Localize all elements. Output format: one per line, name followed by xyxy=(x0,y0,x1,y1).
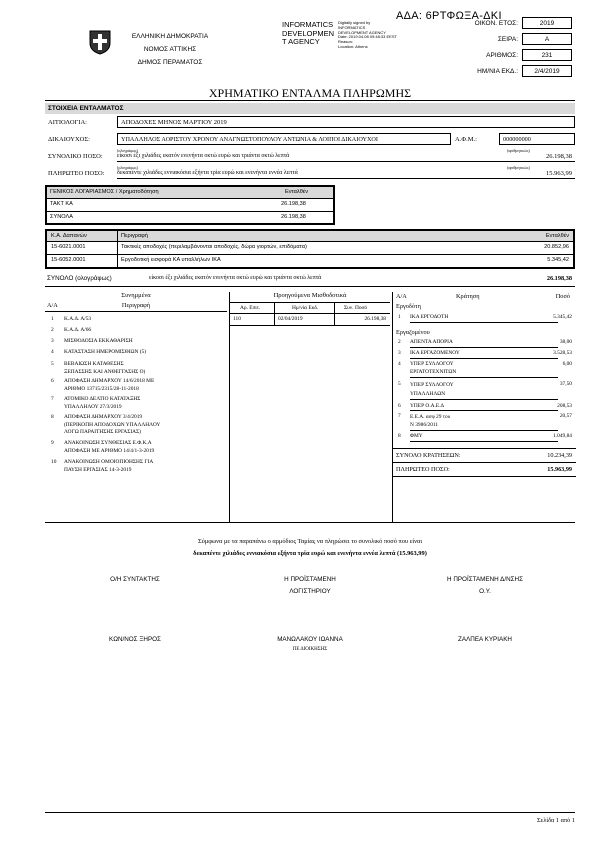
expense-desc: Τακτικές αποδοχές (περιλαμβάνονται αποδοχές, δώρα γιορτών, επιδόματα) xyxy=(121,244,307,250)
payable-summary-value: 15.963,99 xyxy=(547,466,572,473)
total-digits-hint: (αριθμητικώς) xyxy=(507,148,530,153)
ledger-table xyxy=(45,185,335,225)
deduction-line: ΥΠΕΡ Ο.Α.Ε.Δ xyxy=(410,403,445,409)
deduction-text xyxy=(410,381,454,398)
ledger-col-account: ΓΕΝΙΚΟΣ ΛΟΓΑΡΙΑΣΜΟΣ / Χρηματοδότηση xyxy=(50,189,159,195)
prior-col-divider xyxy=(334,302,335,325)
attachment-line: ΑΠΟΦΑΣΗ ΜΕ ΑΡΙΘΜΟ 14/4/1-3-2019 xyxy=(64,447,155,454)
page-footer-rule xyxy=(45,812,575,813)
field-value-series: Α xyxy=(522,33,572,45)
expense-desc: Εργοδοτική εισφορά ΚΑ υπαλλήλων ΙΚΑ xyxy=(121,257,221,263)
deductions-summary-rule xyxy=(393,476,576,477)
org-block xyxy=(100,30,240,69)
attachment-text xyxy=(64,338,133,344)
deductions-summary-rule xyxy=(393,448,576,449)
deduction-line: ΦΜΥ xyxy=(410,433,423,439)
total-deductions-label: ΣΥΝΟΛΟ ΚΡΑΤΗΣΕΩΝ: xyxy=(396,452,461,459)
deductions-col-amount: Ποσό xyxy=(555,293,570,300)
ledger-row-name: ΣΥΝΟΛΑ xyxy=(50,214,73,220)
signature-name: ΚΩΝ/ΝΟΣ ΞΗΡΟΣ xyxy=(109,636,161,643)
prior-payments-title: Προηγούμενα Μισθοδοτικά xyxy=(273,292,347,299)
list-item xyxy=(394,412,576,430)
list-item xyxy=(45,347,227,359)
org-line-municipality: ΔΗΜΟΣ ΠΕΡΑΜΑΤΟΣ xyxy=(137,59,203,66)
attachment-line: ΑΤΟΜΙΚΟ ΔΕΛΤΙΟ ΚΑΤΑΤΑΞΗΣ xyxy=(64,396,141,402)
field-label-year: ΟΙΚΟΝ. ΕΤΟΣ: xyxy=(474,20,518,27)
prior-col-amount: Συν. Ποσό xyxy=(344,305,368,311)
expense-value: 5.345,42 xyxy=(547,257,569,263)
attachment-text xyxy=(64,349,146,355)
logo-line-2: DEVELOPMEN xyxy=(282,28,335,38)
authorization-text xyxy=(45,536,575,560)
attachment-line: ΠΑΥΣΗ ΕΡΓΑΣΙΑΣ 14-3-2019 xyxy=(64,466,132,473)
prior-payments-rule xyxy=(230,325,390,326)
deduction-line: ΥΠΕΡ ΣΥΛΛΟΓΟΥ xyxy=(410,361,454,367)
attachments-list xyxy=(45,314,227,475)
page-number: Σελίδα 1 από 1 xyxy=(537,817,575,824)
deduction-number: 5 xyxy=(398,381,401,387)
sig-detail-line: Location: Athens xyxy=(338,43,368,49)
attachment-line: ΑΝΑΚΟΙΝΩΣΗ ΣΥΝΘΕΣΙΑΣ Ε.Φ.Κ.Α xyxy=(64,440,152,446)
prior-date: 02/04/2019 xyxy=(278,316,303,322)
attachment-line: ΛΟΓΩ ΠΑΡΑΙΤΗΣΗΣ ΕΡΓΑΣΙΑΣ) xyxy=(64,429,141,435)
attachment-line: Κ.Α.Δ. Α/53 xyxy=(64,316,92,322)
total-words: είκοσι έξι χιλιάδες εκατόν ενενήντα οκτώ ευρώ και τριάντα οκτώ λεπτά xyxy=(117,153,290,159)
signature-role: Ο.Υ. xyxy=(479,588,491,595)
attachments-title: Συνημμένα xyxy=(121,292,151,299)
attachment-number: 5 xyxy=(51,361,54,367)
attachment-line: ΒΕΒΑΙΩΣΗ ΚΑΤΑΘΕΣΗΣ xyxy=(64,361,124,367)
deduction-rule xyxy=(410,347,558,348)
list-item xyxy=(45,314,227,325)
deduction-line: ΑΠΕΝΤΑ ΑΠΟΡΙΑ xyxy=(410,339,453,345)
list-item xyxy=(45,376,227,394)
deduction-line: Ε.Ε.Α. ασφ 29 του xyxy=(410,414,451,420)
list-item xyxy=(45,438,227,457)
attachment-text xyxy=(64,378,154,393)
deduction-number: 7 xyxy=(398,413,401,419)
prior-amount: 26.198,38 xyxy=(364,316,386,322)
payable-digits: 15.963,99 xyxy=(546,170,572,177)
expenses-table xyxy=(45,229,575,269)
sig-detail-line: DEVELOPMENT AGENCY xyxy=(338,29,386,35)
logo-line-3: T AGENCY xyxy=(282,37,320,46)
list-item xyxy=(45,412,227,438)
reason-value: ΑΠΟΔΟΧΕΣ ΜΗΝΟΣ ΜΑΡΤΙΟΥ 2019 xyxy=(117,116,575,128)
deduction-number: 6 xyxy=(398,403,401,409)
sig-detail-line: Digitally signed by xyxy=(338,20,371,25)
attachment-line: ΑΡΙΘΜΟ 13715/2315/28-11-2018 xyxy=(64,385,139,392)
sig-detail-line: INFORMATICS xyxy=(338,24,366,30)
payable-summary-label: ΠΛΗΡΩΤΕΟ ΠΟΣΟ: xyxy=(396,466,450,473)
deduction-rule xyxy=(410,441,558,442)
attachment-text xyxy=(64,459,153,474)
signature-col xyxy=(415,574,555,598)
prior-payments-rule xyxy=(230,302,390,303)
prior-col-divider xyxy=(274,302,275,325)
deduction-line: ΕΡΓΑΤΟΤΕΧΝΙΤΩΝ xyxy=(410,368,457,375)
deduction-amount: 5.345,42 xyxy=(553,314,572,320)
logo-line-1: INFORMATICS xyxy=(282,20,334,29)
attachment-line: ΑΝΑΚΟΙΝΩΣΗ ΟΜΟΙΟΠΙΟΗΣΗΣ ΓΙΑ xyxy=(64,459,154,465)
deduction-amount: 1.049,84 xyxy=(553,433,572,439)
deductions-summary-rule xyxy=(393,462,576,463)
deduction-line: Ν 3986/2011 xyxy=(410,422,439,428)
signature-extra: ΠΕ ΔΙΟΙΚΗΣΗΣ xyxy=(292,647,328,652)
payable-summary-row xyxy=(394,464,576,476)
beneficiary-value: ΥΠΑΛΛΗΛΟΣ ΑΟΡΙΣΤΟΥ ΧΡΟΝΟΥ ΑΝΑΓΝΩΣΤΟΠΟΥΛΟΥ ΑΝΤΩΝΙΑ & ΛΟΙΠΟΙ ΔΙΚΑΙΟΥΧΟΙ xyxy=(117,133,451,145)
signature-role: Η ΠΡΟΪΣΤΑΜΕΝΗ xyxy=(284,576,336,583)
ada-code: ΑΔΑ: 6ΡΤΦΩΞΑ-ΔΚΙ xyxy=(396,10,502,22)
deductions-col-aa: Α/Α xyxy=(396,293,407,300)
deduction-text xyxy=(410,361,456,376)
field-label-issue-date: ΗΜ/ΝΙΑ ΕΚΔ.: xyxy=(477,68,518,75)
attachment-text xyxy=(64,440,154,455)
ledger-col-amount: Ενταλθέν xyxy=(285,189,309,195)
deductions-col-desc: Κράτηση xyxy=(456,293,480,300)
afm-label: Α.Φ.Μ.: xyxy=(455,136,477,143)
deduction-number: 4 xyxy=(398,361,401,367)
list-item xyxy=(45,457,227,475)
reason-label: ΑΙΤΙΟΛΟΓΙΑ: xyxy=(48,119,87,126)
attachment-text xyxy=(64,361,145,376)
sig-detail-line: Date: 2019.04.08 09:48:33 EEST xyxy=(338,34,397,40)
deduction-text xyxy=(410,413,450,429)
deduction-amount: 37,50 xyxy=(559,381,572,387)
expenses-total-label: ΣΥΝΟΛΟ (ολογράφως) xyxy=(47,275,112,282)
deduction-amount: 20,57 xyxy=(559,413,572,419)
beneficiary-label: ΔΙΚΑΙΟΥΧΟΣ: xyxy=(48,136,90,143)
attachment-number: 7 xyxy=(51,396,54,402)
header-fields xyxy=(430,17,572,79)
total-label: ΣΥΝΟΛΙΚΟ ΠΟΣΟ: xyxy=(48,153,103,160)
deduction-rule xyxy=(410,322,558,323)
deduction-rule xyxy=(410,358,558,359)
expense-value: 20.852,96 xyxy=(544,244,569,250)
signature-col xyxy=(75,576,195,583)
table-row xyxy=(47,211,333,223)
field-value-number: 231 xyxy=(522,49,572,61)
list-item xyxy=(45,325,227,336)
signature-logo xyxy=(282,21,342,47)
deduction-line: ΥΠΑΛΛΗΛΩΝ xyxy=(410,390,446,397)
attachment-text xyxy=(64,396,140,411)
expenses-total-value: 26.198,38 xyxy=(546,275,572,282)
total-digits: 26.198,38 xyxy=(546,153,572,160)
attachment-line: ΑΠΟΦΑΣΗ ΔΗΜΑΡΧΟΥ 3/4/2019 xyxy=(64,414,143,420)
expense-code: 15-6021.0001 xyxy=(51,244,86,250)
deduction-number: 2 xyxy=(398,339,401,345)
field-value-year: 2019 xyxy=(522,17,572,29)
expenses-col-amount: Ενταλθέν xyxy=(545,233,569,239)
deduction-amount: 38,00 xyxy=(559,339,572,345)
attachment-line: ΑΠΟΦΑΣΗ ΔΗΜΑΡΧΟΥ 14/6/2018 ΜΕ xyxy=(64,378,155,384)
expenses-total-row xyxy=(45,273,575,287)
title-rule xyxy=(45,100,575,101)
payable-digits-hint: (αριθμητικώς) xyxy=(507,165,530,170)
prior-number: 110 xyxy=(233,316,241,322)
deduction-line: ΙΚΑ ΕΡΓΟΔΟΤΗ xyxy=(410,314,449,320)
deduction-rule xyxy=(410,399,558,400)
deduction-number: 3 xyxy=(398,350,401,356)
list-item xyxy=(45,359,227,376)
table-row xyxy=(47,254,573,267)
attachments-rule xyxy=(45,311,227,312)
payable-words-hint: (ολογράφως) xyxy=(117,165,138,170)
prior-payments-rule xyxy=(230,313,390,314)
ledger-row-name: ΤΑΚΤ ΚΑ xyxy=(50,201,73,207)
table-row xyxy=(230,315,390,325)
expenses-col-desc: Περιγραφή xyxy=(121,233,148,239)
signature-block xyxy=(45,576,575,656)
table-row xyxy=(47,241,573,255)
deduction-amount: 6,00 xyxy=(562,361,572,367)
ledger-row-value: 26.198,38 xyxy=(281,214,306,220)
prior-col-number: Αρ. Επιτ. xyxy=(240,305,261,311)
field-value-issue-date: 2/4/2019 xyxy=(522,65,572,77)
payable-rule xyxy=(117,178,575,179)
attachment-number: 8 xyxy=(51,414,54,420)
signature-name: ΜΑΝΩΛΑΚΟΥ ΙΩΑΝΝΑ xyxy=(277,636,343,643)
section-header: ΣΤΟΙΧΕΙΑ ΕΝΤΑΛΜΑΤΟΣ xyxy=(45,103,575,114)
deduction-rule xyxy=(410,430,558,431)
org-line-prefecture: ΝΟΜΟΣ ΑΤΤΙΚΗΣ xyxy=(143,46,197,53)
attachments-col-aa: Α/Α xyxy=(47,302,58,309)
digital-signature-details xyxy=(338,21,400,50)
deduction-amount: 208,53 xyxy=(557,403,572,409)
list-item xyxy=(394,380,576,398)
authorization-amount-line: δεκαπέντε χιλιάδες εννιακόσια εξήντα τρία ευρώ και ενενήντα εννέα λεπτά (15.963,99) xyxy=(193,550,427,557)
signature-name: ΖΑΛΠΕΑ ΚΥΡΙΑΚΗ xyxy=(458,636,512,643)
employee-title: Εργαζομένου xyxy=(396,329,430,336)
deduction-number: 1 xyxy=(398,314,401,320)
attachment-number: 3 xyxy=(51,338,54,344)
attachments-col-desc: Περιγραφή xyxy=(121,302,151,309)
attachment-line: ΞΕΠΑΣΣΗΣ ΚΑΙ ΑΝΘΕΓΓΑΣΗΣ Ο) xyxy=(64,368,146,375)
signature-role: Ο/Η ΣΥΝΤΑΚΤΗΣ xyxy=(110,576,160,583)
attachment-number: 6 xyxy=(51,378,54,384)
list-item xyxy=(394,360,576,378)
details-block xyxy=(45,115,575,179)
attachment-number: 1 xyxy=(51,316,54,322)
deduction-rule xyxy=(410,410,558,411)
payable-words: δεκαπέντε χιλιάδες εννιακόσια εξήντα τρία ευρώ και ενενήντα εννέα λεπτά xyxy=(117,170,298,176)
signature-role: ΛΟΓΙΣΤΗΡΙΟΥ xyxy=(289,588,331,595)
list-item xyxy=(45,394,227,412)
body-bottom-rule xyxy=(45,522,575,523)
total-rule xyxy=(117,161,575,162)
attachment-number: 9 xyxy=(51,440,54,446)
ledger-row-value: 26.198,38 xyxy=(281,201,306,207)
field-label-number: ΑΡΙΘΜΟΣ: xyxy=(486,52,518,59)
deduction-amount: 3.528,53 xyxy=(553,350,572,356)
attachments-panel xyxy=(45,292,227,504)
authorization-line: Σύμφωνα με τα παραπάνω ο αρμόδιος Ταμίας να πληρώσει το συνολικό ποσό που είναι xyxy=(197,538,423,545)
deduction-rule xyxy=(410,377,558,378)
signature-role: Η ΠΡΟΪΣΤΑΜΕΝΗ Δ/ΝΣΗΣ xyxy=(447,576,523,583)
employer-title: Εργοδότη xyxy=(396,303,421,310)
deduction-line: ΙΚΑ ΕΡΓΑΖΟΜΕΝΟΥ xyxy=(410,350,460,356)
column-divider xyxy=(392,292,393,522)
field-label-series: ΣΕΙΡΑ: xyxy=(497,36,518,43)
prior-col-date: Ημ/νία Εκδ. xyxy=(292,305,319,311)
attachment-line: Κ.Α.Δ. Α/66 xyxy=(64,327,92,333)
signature-col xyxy=(250,574,370,598)
org-line-country: ΕΛΛΗΝΙΚΗ ΔΗΜΟΚΡΑΤΙΑ xyxy=(131,33,209,40)
deduction-number: 8 xyxy=(398,433,401,439)
expense-code: 15-6052.0001 xyxy=(51,257,86,263)
prior-payments-panel xyxy=(230,292,390,332)
table-row xyxy=(47,198,333,212)
attachment-number: 4 xyxy=(51,349,54,355)
attachment-text xyxy=(64,414,160,437)
attachment-text xyxy=(64,327,91,333)
attachment-line: ΚΑΤΑΣΤΑΣΗ ΗΜΕΡΟΜΙΣΘΙΩΝ (5) xyxy=(64,349,147,355)
total-words-hint: (ολογράφως) xyxy=(117,148,138,153)
sig-detail-line: Reason: xyxy=(338,39,353,45)
attachment-number: 10 xyxy=(51,459,57,465)
afm-value: 000000000 xyxy=(499,133,575,145)
total-deductions-row xyxy=(394,450,576,462)
total-deductions-value: 10.234,39 xyxy=(547,452,572,459)
attachment-number: 2 xyxy=(51,327,54,333)
expenses-total-words: είκοσι έξι χιλιάδες εκατόν ενενήντα οκτώ ευρώ και τριάντα οκτώ λεπτά xyxy=(149,275,322,281)
page-title: ΧΡΗΜΑΤΙΚΟ ΕΝΤΑΛΜΑ ΠΛΗΡΩΜΗΣ xyxy=(208,86,412,100)
expenses-total-rule xyxy=(45,286,575,287)
attachment-line: (ΠΕΡΙΚΟΠΗ ΑΠΟΔΟΧΩΝ ΥΠΑΛΛΗΛΟΥ xyxy=(64,421,161,428)
attachment-line: ΥΠΑΛΛΗΛΟΥ 27/3/2019 xyxy=(64,403,122,410)
payable-label: ΠΛΗΡΩΤΕΟ ΠΟΣΟ: xyxy=(48,170,105,177)
attachment-line: ΜΙΣΘΟΔΟΣΙΑ ΕΚΚΑΘΑΡΙΣΗ xyxy=(64,338,133,344)
attachment-text xyxy=(64,316,91,322)
list-item xyxy=(45,336,227,347)
expenses-col-code: Κ.Α. Δαπανών xyxy=(51,233,87,239)
deduction-line: ΥΠΕΡ ΣΥΛΛΟΓΟΥ xyxy=(410,382,454,388)
